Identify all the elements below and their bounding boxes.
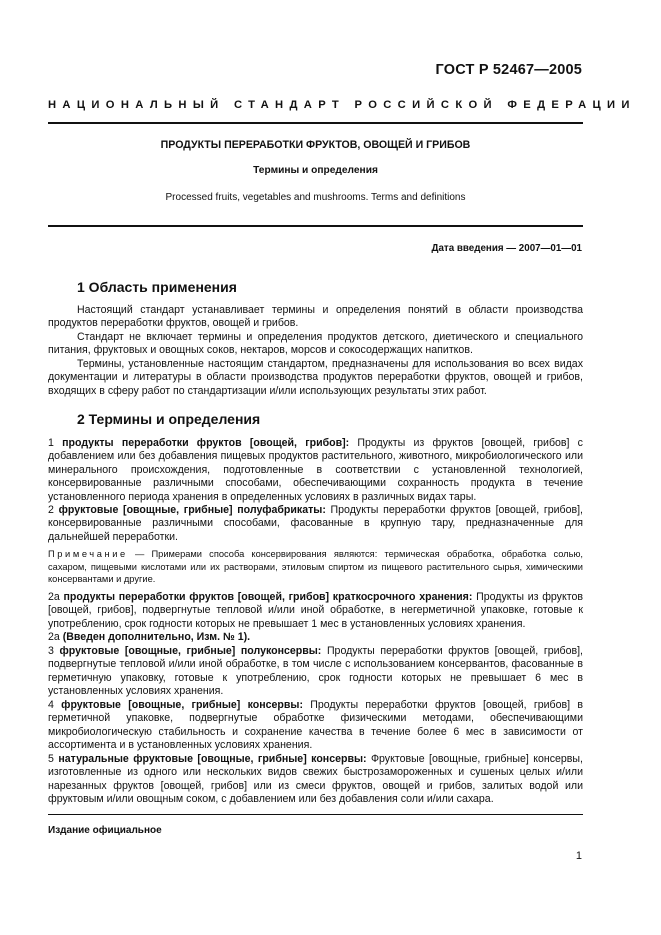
note-label: Примечание xyxy=(48,549,128,559)
title-rule xyxy=(48,225,583,227)
term-definition: Продукты переработки фруктов [овощей, грибов] в герметичной упаковке, подвергнутые обработке физическими методами, обеспечивающими микробиологическую стабильность и сохранение качества в течение более 6 мес в зависимости от ассортимента и в установленных условиях хранения. xyxy=(48,699,583,752)
official-edition-label: Издание официальное xyxy=(48,825,162,836)
term-name: фруктовые [овощные, грибные] полуфабрикаты: xyxy=(58,504,326,516)
amendment-text: (Введен дополнительно, Изм. № 1). xyxy=(62,631,251,643)
section-1-paragraph: Настоящий стандарт устанавливает термины и определения понятий в области производства продуктов переработки фруктов, овощей и грибов. xyxy=(48,304,583,330)
term-entry xyxy=(48,699,583,753)
term-definition: Продукты из фруктов [овощей, грибов], подвергнутые тепловой и/или иной обработке, в негерметичной упаковке, готовые к употреблению, срок годности которых не превышает 1 мес в установленных условиях хранения. xyxy=(48,591,583,630)
term-definition: Продукты переработки фруктов [овощей, грибов], консервированные различными способами, фасованные в крупную тару, предназначенные для дальнейшей переработки. xyxy=(48,504,583,543)
term-entry xyxy=(48,591,583,631)
introduction-date: Дата введения — 2007—01—01 xyxy=(431,243,582,254)
term-entry xyxy=(48,753,583,807)
term-number: 2а xyxy=(48,591,60,603)
gost-number: ГОСТ Р 52467—2005 xyxy=(435,62,582,78)
note xyxy=(48,548,583,586)
term-entry xyxy=(48,504,583,544)
national-standard-banner: НАЦИОНАЛЬНЫЙ СТАНДАРТ РОССИЙСКОЙ ФЕДЕРАЦИИ xyxy=(48,99,636,111)
page-number: 1 xyxy=(575,850,582,862)
term-name: натуральные фруктовые [овощные, грибные] консервы: xyxy=(58,753,367,765)
footer-rule xyxy=(48,814,583,815)
header-rule xyxy=(48,122,583,124)
term-number: 2 xyxy=(48,504,54,516)
term-number: 4 xyxy=(48,699,54,711)
term-entry xyxy=(48,437,583,504)
term-definition: Продукты переработки фруктов [овощей, грибов], подвергнутые тепловой и/или иной обработке, в том числе с использованием консервантов, фасованные в герметичную упаковку, готовые к употреблению, срок годности которых не превышает 6 мес в установленных условиях хранения. xyxy=(48,645,583,698)
amendment-note xyxy=(48,631,583,644)
section-1-paragraph: Стандарт не включает термины и определения продуктов детского, диетического и специального питания, фруктовых и овощных соков, нектаров, морсов и сокосодержащих напитков. xyxy=(48,331,583,357)
document-english-title: Processed fruits, vegetables and mushrooms. Terms and definitions xyxy=(165,192,466,203)
document-title: ПРОДУКТЫ ПЕРЕРАБОТКИ ФРУКТОВ, ОВОЩЕЙ И ГРИБОВ xyxy=(160,139,471,151)
document-subtitle: Термины и определения xyxy=(253,165,378,176)
term-entry xyxy=(48,645,583,699)
section-1-heading: 1 Область применения xyxy=(77,279,237,295)
note-text: — Примерами способа консервирования являются: термическая обработка, обработка солью, сахаром, пищевыми кислотами или их растворами, этиловым спиртом из пищевого растительного сырья, химическими консервантами и другие. xyxy=(48,549,584,585)
term-number: 5 xyxy=(48,753,54,765)
term-name: фруктовые [овощные, грибные] консервы: xyxy=(61,699,303,711)
term-name: продукты переработки фруктов [овощей, грибов]: xyxy=(62,437,350,449)
term-number: 3 xyxy=(48,645,54,657)
term-number: 1 xyxy=(48,437,54,449)
section-1-paragraph: Термины, установленные настоящим стандартом, предназначены для использования во всех видах документации и литературы в области производства продуктов переработки фруктов, овощей и грибов, входящих в сферу работ по стандартизации и/или использующих результаты этих работ. xyxy=(48,358,583,397)
section-2-heading: 2 Термины и определения xyxy=(77,411,261,427)
term-definition: Продукты из фруктов [овощей, грибов] с добавлением или без добавления пищевых продуктов растительного, животного, микробиологического или минерального происхождения, подготовленные в соответствии с установленной технологией, консервированные различными способами, обеспечивающими сохранность продукта в течение установленного периода хранения в определенных условиях в различных видах тары. xyxy=(48,437,583,503)
term-name: продукты переработки фруктов [овощей, грибов] краткосрочного хранения: xyxy=(63,591,473,603)
term-definition: Фруктовые [овощные, грибные] консервы, изготовленные из одного или нескольких видов свежих быстрозамороженных и сушеных целых и/или нарезанных фруктов [овощей, грибов] или из смеси фруктов, овощей и грибов, залитых водой или фруктовым и/или овощным соком, с добавлением или без добавления соли и/или сахара. xyxy=(48,753,583,806)
amendment-number: 2а xyxy=(48,631,60,643)
term-name: фруктовые [овощные, грибные] полуконсервы: xyxy=(59,645,322,657)
